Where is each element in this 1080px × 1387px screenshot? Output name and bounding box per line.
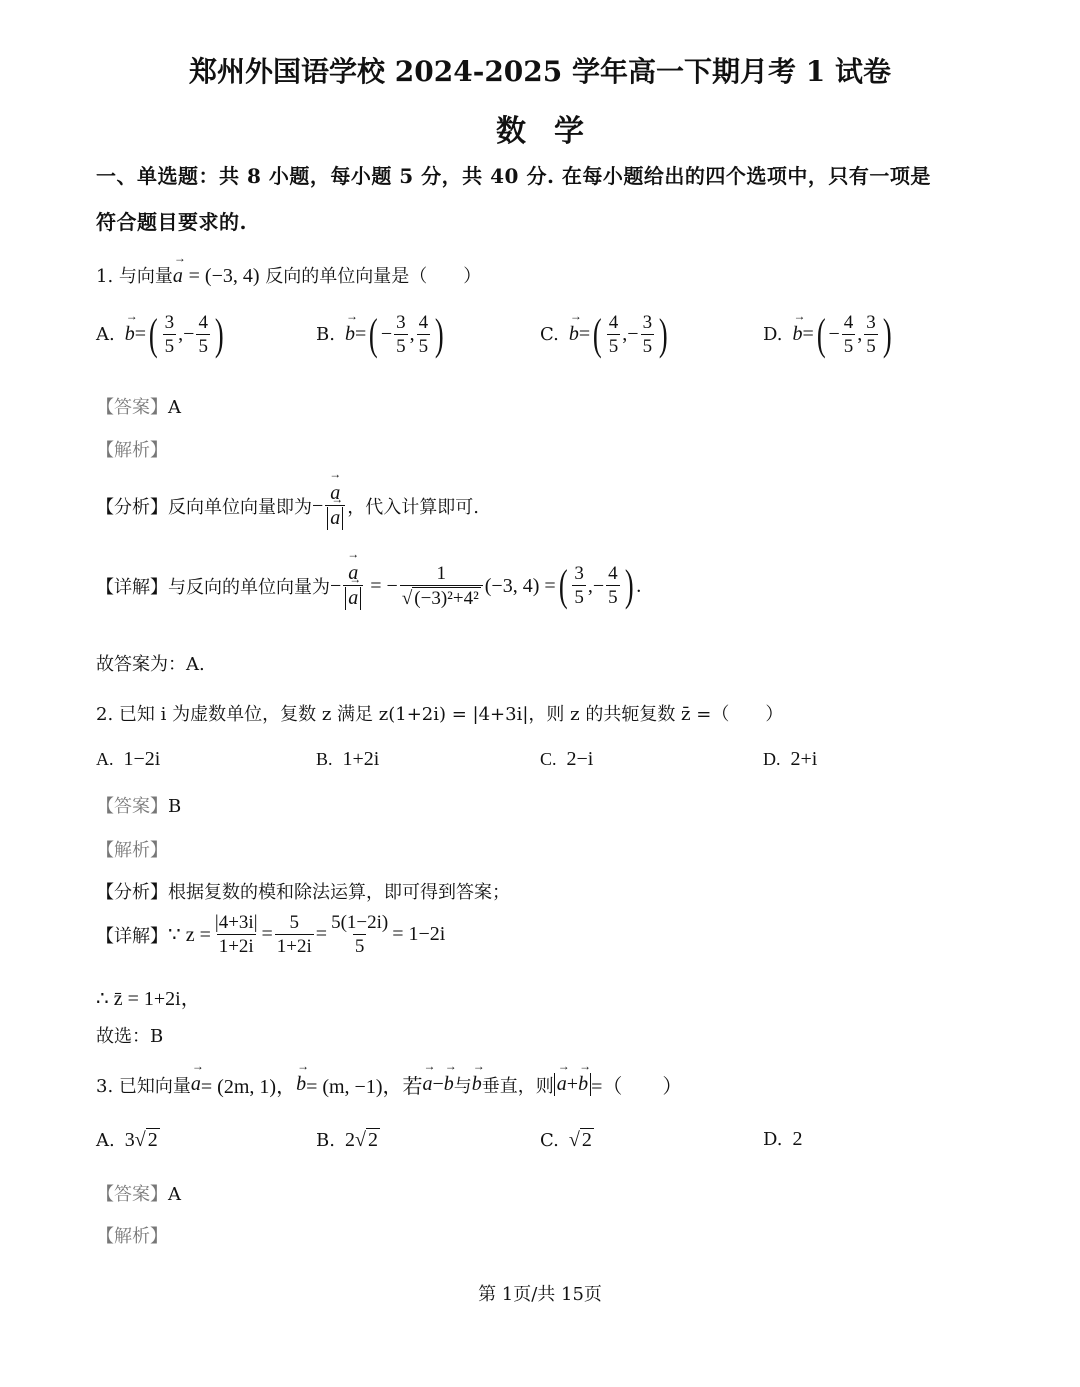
q3-analysis-label: 【解析】 <box>96 1226 168 1247</box>
option-label: D. <box>763 324 783 346</box>
q2-therefore: ∴ z̄ = 1+2i， <box>96 988 201 1010</box>
option-fraction: $\frac{4}{5}$ <box>418 312 429 357</box>
vector-b-symbol: → b <box>296 1073 306 1096</box>
vector-b-symbol: → b <box>345 323 355 346</box>
q2-option-d: D. 2+i <box>763 748 818 770</box>
option-label: B. <box>316 1129 335 1151</box>
q2-fenxi-text: 根据复数的模和除法运算，即可得到答案； <box>168 882 510 903</box>
q1-option-c: C. → b = ( $\frac{4}{5}$ ,− $\frac{3}{5}$ ) <box>540 312 671 358</box>
subject-title: 数学 <box>496 114 612 149</box>
option-fraction: $\frac{4}{5}$ <box>198 312 208 357</box>
unit-vector-fraction: → a → a <box>325 482 345 530</box>
q2-option-c: C. 2−i <box>540 748 594 770</box>
option-value: √ 2 <box>568 1129 592 1151</box>
question-2-stem: 2. 已知 i 为虚数单位，复数 z 满足 z(1+2i) = |4+3i|，则 z 的共轭复数 z̄ =（ ） <box>96 704 784 725</box>
q1-prefix: 1. 与向量 <box>96 266 173 287</box>
q1-xiangjie-text: 与反向的单位向量为 <box>168 577 330 598</box>
q1-xiangjie: 【详解】 与反向的单位向量为 − → a → a = − $\frac{1}{\text{√ (−3)²+4²}}$ (−3, 4) = ( $\frac{3}{5}$ ,− $\frac{4}{5}$ ) . <box>96 562 641 610</box>
q3-option-a <box>96 1128 160 1152</box>
option-fraction: $\frac{3}{5}$ <box>164 312 175 357</box>
q3-answer: 【答案】A <box>96 1184 181 1205</box>
section-heading-line1: 一、单选题：共 8 小题，每小题 5 分，共 40 分. 在每小题给出的四个选项中，只有一项是 <box>96 164 931 188</box>
q1-answer-value: A <box>168 397 181 418</box>
q2-frac-3: $\frac{5(1-2i)}{5}$ <box>331 912 389 957</box>
option-label: B. <box>316 324 335 346</box>
option-label: A. <box>96 324 115 346</box>
vector-a-symbol: → a <box>191 1073 201 1096</box>
q2-option-b: B. 1+2i <box>316 748 380 770</box>
option-label: C. <box>540 1129 559 1151</box>
option-fraction: $\frac{3}{5}$ <box>396 312 406 357</box>
page-number: 第 1页/共 15页 <box>478 1284 602 1305</box>
q1-fenxi-text1: 反向单位向量即为 <box>168 497 312 518</box>
vector-a-symbol: → a <box>173 265 183 288</box>
q1-option-d: D. → b = ( − $\frac{4}{5}$ , $\frac{3}{5}$ ) <box>763 312 894 358</box>
q3-option-d <box>763 1128 803 1151</box>
option-label: C. <box>540 324 559 346</box>
q2-answer-value: B <box>168 796 182 817</box>
option-value: 3√ 2 <box>124 1129 158 1151</box>
q1-suffix: 反向的单位向量是（ ） <box>265 266 482 287</box>
question-3-stem: 3. 已知向量 → a = (2m, 1)， → b = (m, −1)，若 → a − → b 与 → b 垂直，则 → a+→ b =（ ） <box>96 1070 682 1099</box>
fenxi-label: 【分析】 <box>96 497 168 518</box>
answer-label: 【答案】 <box>96 397 168 418</box>
q2-option-a: A. 1−2i <box>96 748 161 770</box>
q2-frac-2: $\frac{5}{1+2i}$ <box>276 912 312 957</box>
option-fraction: $\frac{3}{5}$ <box>642 312 653 357</box>
unit-vector-fraction-2: → a → a <box>343 562 363 610</box>
q1-vector-value: = (−3, 4) <box>188 265 260 287</box>
q1-analysis-label: 【解析】 <box>96 440 168 461</box>
norm-fraction: $\frac{1}{\text{√ (−3)²+4²}}$ <box>400 563 483 610</box>
q2-xiangjie: 【详解】 ∵ z = $\frac{|4+3i|}{1+2i}$ = $\frac{5}{1+2i}$ = $\frac{5(1-2i)}{5}$ = 1−2i <box>96 912 446 957</box>
q1-xiangjie-mid: (−3, 4) = <box>484 574 556 597</box>
exam-title: 郑州外国语学校 2024-2025 学年高一下期月考 1 试卷 <box>189 55 891 88</box>
vector-b-symbol: → b <box>793 323 803 346</box>
q3-answer-value: A <box>168 1184 181 1205</box>
q1-answer <box>96 393 181 419</box>
option-fraction: $\frac{4}{5}$ <box>608 312 619 357</box>
q1-fenxi-text2: ，代入计算即可. <box>347 497 480 518</box>
q2-frac-1: $\frac{|4+3i|}{1+2i}$ <box>214 912 258 957</box>
question-1-stem <box>96 262 481 288</box>
q3-option-c <box>540 1128 594 1152</box>
q1-fenxi: 【分析】 反向单位向量即为 − → a → a ，代入计算即可. <box>96 482 479 530</box>
q1-option-b: B. → b = ( − $\frac{3}{5}$ , $\frac{4}{5}$ ) <box>316 312 447 358</box>
q2-result: = 1−2i <box>392 923 446 946</box>
q2-conclusion: 故选：B <box>96 1026 164 1047</box>
vector-b-symbol: → b <box>569 323 579 346</box>
section-heading-line2: 符合题目要求的. <box>96 210 247 234</box>
q2-answer: 【答案】B <box>96 796 182 817</box>
option-label: D. <box>763 1129 783 1150</box>
option-label: A. <box>96 1129 115 1151</box>
option-value: 2√ 2 <box>344 1129 378 1151</box>
q1-option-a: A. → b = ( $\frac{3}{5}$ ,− $\frac{4}{5}$ ) <box>96 312 227 358</box>
xiangjie-label: 【详解】 <box>96 577 168 598</box>
q2-analysis-label: 【解析】 <box>96 840 168 861</box>
vector-b-symbol: → b <box>125 323 135 346</box>
q2-xiangjie-prefix: ∵ z = <box>168 924 211 947</box>
q2-fenxi: 【分析】根据复数的模和除法运算，即可得到答案； <box>96 882 510 903</box>
option-fraction: $\frac{3}{5}$ <box>866 312 876 357</box>
option-fraction: $\frac{4}{5}$ <box>843 312 854 357</box>
option-value: 2 <box>792 1128 803 1150</box>
q1-conclusion: 故答案为：A. <box>96 654 205 675</box>
q3-option-b <box>316 1128 380 1152</box>
